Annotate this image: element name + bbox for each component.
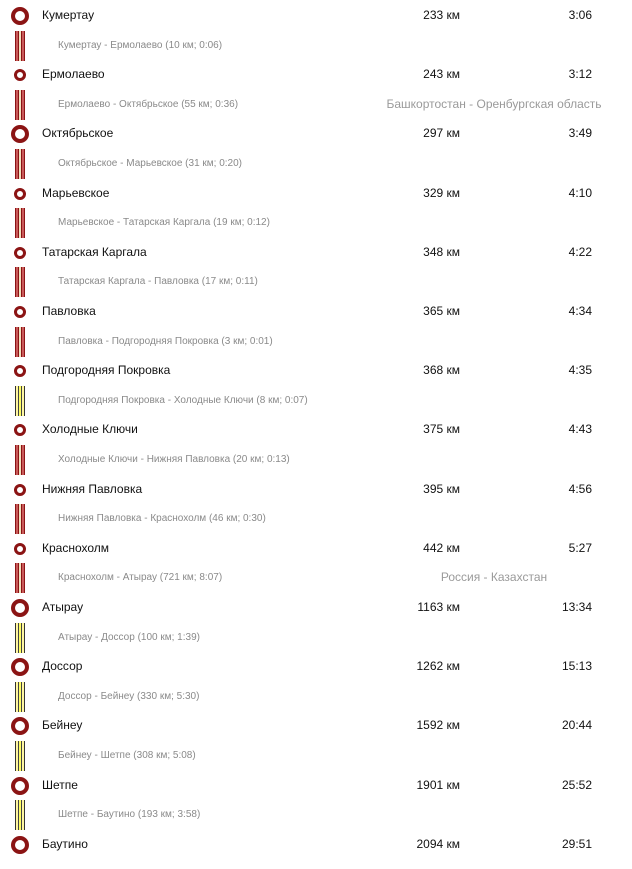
stop-row[interactable] — [0, 711, 632, 741]
stop-row[interactable] — [0, 593, 632, 623]
segment-row — [0, 149, 632, 179]
stop-name: Нижняя Павловка — [42, 481, 143, 496]
road-line-icon — [15, 445, 25, 475]
stop-row[interactable] — [0, 179, 632, 209]
stop-name: Баутино — [42, 836, 88, 851]
stop-row[interactable] — [0, 771, 632, 801]
stop-row[interactable] — [0, 830, 632, 860]
stop-time: 4:43 — [568, 422, 592, 437]
stop-time: 3:49 — [568, 126, 592, 141]
stop-distance: 243 км — [423, 67, 460, 82]
stop-name: Холодные Ключи — [42, 422, 138, 437]
region-border-label: Россия - Казахстан — [440, 570, 548, 585]
stop-time: 20:44 — [561, 718, 592, 733]
segment-row — [0, 327, 632, 357]
road-line-icon — [15, 90, 25, 120]
segment-label: Павловка - Подгородняя Покровка (3 км; 0:01) — [58, 335, 273, 347]
stop-marker-icon — [14, 69, 26, 81]
segment-label: Октябрьское - Марьевское (31 км; 0:20) — [58, 158, 243, 169]
segment-label: Нижняя Павловка - Краснохолм (46 км; 0:30) — [58, 513, 266, 525]
stop-name: Марьевское — [42, 185, 110, 200]
stop-row[interactable] — [0, 475, 632, 505]
segment-label: Марьевское - Татарская Каргала (19 км; 0:12) — [58, 217, 270, 229]
stop-name: Доссор — [42, 659, 83, 674]
stop-marker-icon — [14, 188, 26, 200]
stop-distance: 1901 км — [416, 777, 460, 792]
segment-row — [0, 267, 632, 297]
stop-time: 25:52 — [561, 777, 592, 792]
segment-label: Доссор - Бейнеу (330 км; 5:30) — [58, 690, 200, 702]
stop-marker-icon — [11, 836, 29, 854]
segment-row — [0, 741, 632, 771]
stop-distance: 1592 км — [416, 718, 460, 733]
stop-distance: 442 км — [423, 540, 460, 555]
stop-marker-icon — [11, 658, 29, 676]
road-line-icon — [15, 741, 25, 771]
stop-time: 3:06 — [568, 8, 592, 22]
stop-name: Ермолаево — [42, 67, 105, 82]
segment-row — [0, 90, 632, 120]
stop-name: Атырау — [42, 600, 84, 614]
stop-marker-icon — [11, 777, 29, 795]
stop-distance: 1163 км — [417, 600, 460, 614]
stop-marker-icon — [14, 306, 26, 318]
road-line-icon — [15, 31, 25, 61]
stop-name: Бейнеу — [42, 718, 83, 733]
segment-label: Холодные Ключи - Нижняя Павловка (20 км; 0:13) — [58, 454, 290, 465]
segment-row — [0, 386, 632, 416]
segment-row — [0, 31, 632, 61]
road-line-icon — [15, 267, 25, 297]
stop-time: 13:34 — [561, 600, 592, 614]
stop-marker-icon — [11, 7, 29, 25]
stop-row[interactable] — [0, 297, 632, 327]
stop-marker-icon — [14, 247, 26, 259]
stop-time: 3:12 — [568, 67, 592, 82]
stop-time: 5:27 — [568, 540, 592, 555]
road-line-icon — [15, 327, 25, 357]
stop-row[interactable] — [0, 238, 632, 268]
stop-distance: 329 км — [423, 185, 460, 200]
segment-row — [0, 623, 632, 653]
stop-row[interactable] — [0, 60, 632, 90]
segment-row — [0, 445, 632, 475]
stop-time: 4:34 — [568, 304, 592, 318]
segment-row — [0, 208, 632, 238]
stop-distance: 348 км — [423, 244, 460, 259]
stop-marker-icon — [14, 484, 26, 496]
stop-marker-icon — [11, 717, 29, 735]
segment-row — [0, 504, 632, 534]
segment-row — [0, 800, 632, 830]
segment-label: Шетпе - Баутино (193 км; 3:58) — [58, 809, 201, 821]
stop-name: Краснохолм — [42, 540, 110, 555]
road-line-icon — [15, 800, 25, 830]
stop-time: 4:22 — [568, 244, 592, 259]
stop-marker-icon — [14, 365, 26, 377]
stop-time: 29:51 — [561, 836, 592, 851]
road-line-icon — [15, 623, 25, 653]
stop-time: 4:56 — [568, 481, 592, 496]
stop-row[interactable] — [0, 356, 632, 386]
stop-time: 4:10 — [568, 185, 592, 200]
segment-label: Татарская Каргала - Павловка (17 км; 0:11) — [58, 276, 258, 288]
road-line-icon — [15, 504, 25, 534]
stop-name: Подгородняя Покровка — [42, 363, 171, 378]
stop-row[interactable] — [0, 415, 632, 445]
stop-distance: 233 км — [423, 8, 460, 22]
stop-distance: 2094 км — [416, 836, 460, 851]
road-line-icon — [15, 563, 25, 593]
segment-label: Кумертау - Ермолаево (10 км; 0:06) — [58, 39, 223, 51]
stop-marker-icon — [14, 543, 26, 555]
stop-marker-icon — [14, 424, 26, 436]
stop-distance: 368 км — [423, 363, 460, 378]
stop-row[interactable] — [0, 119, 632, 149]
road-line-icon — [15, 208, 25, 238]
stop-time: 15:13 — [561, 659, 592, 674]
stop-name: Октябрьское — [42, 126, 114, 141]
stop-distance: 395 км — [423, 481, 460, 496]
stop-distance: 365 км — [423, 304, 460, 318]
stop-name: Шетпе — [42, 777, 78, 792]
stop-distance: 375 км — [423, 422, 460, 437]
segment-row — [0, 563, 632, 593]
stop-marker-icon — [11, 599, 29, 617]
stop-time: 4:35 — [568, 363, 592, 378]
segment-label: Ермолаево - Октябрьское (55 км; 0:36) — [58, 98, 239, 110]
stop-name: Павловка — [42, 304, 96, 318]
region-border-label: Башкортостан - Оренбургская область — [386, 96, 602, 111]
stop-name: Татарская Каргала — [42, 244, 147, 259]
segment-label: Атырау - Доссор (100 км; 1:39) — [58, 631, 200, 643]
stop-distance: 1262 км — [416, 659, 460, 674]
stop-marker-icon — [11, 125, 29, 143]
segment-row — [0, 682, 632, 712]
segment-label: Краснохолм - Атырау (721 км; 8:07) — [58, 572, 223, 584]
stop-row[interactable] — [0, 1, 632, 31]
segment-label: Бейнеу - Шетпе (308 км; 5:08) — [58, 750, 196, 761]
road-line-icon — [15, 149, 25, 179]
segment-label: Подгородняя Покровка - Холодные Ключи (8 км; 0:07) — [58, 394, 308, 406]
stop-row[interactable] — [0, 652, 632, 682]
road-line-icon — [15, 682, 25, 712]
stop-distance: 297 км — [423, 126, 460, 141]
stop-row[interactable] — [0, 534, 632, 564]
road-line-icon — [15, 386, 25, 416]
stop-name: Кумертау — [42, 8, 95, 22]
